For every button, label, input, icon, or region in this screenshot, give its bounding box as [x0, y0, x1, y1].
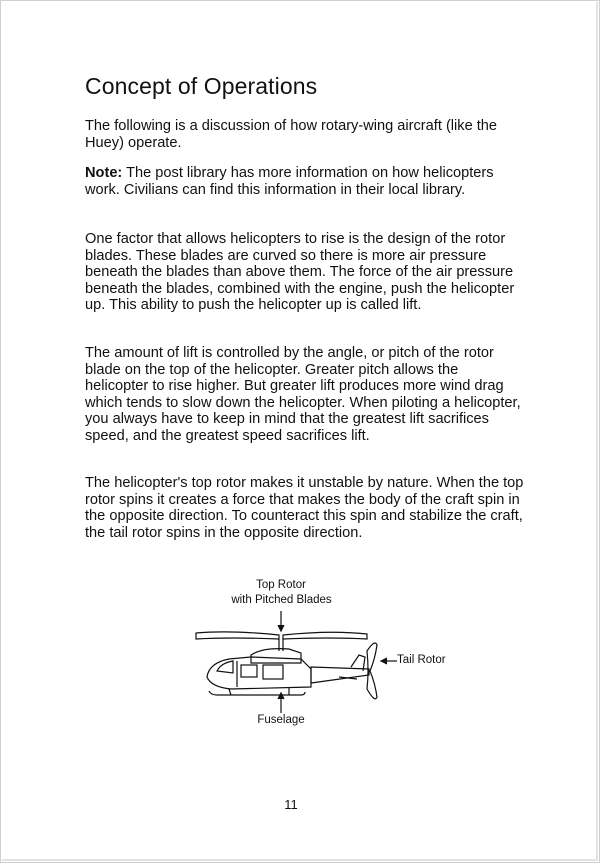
rotor-paragraph: The helicopter's top rotor makes it unstable by nature. When the top rotor spins it creates a force that makes the body of the craft spin in the opposite direction. To counteract this spin and stabilize the craft, the tail rotor spins in the opposite direction.	[85, 475, 524, 541]
top-rotor-sublabel: with Pitched Blades	[231, 594, 332, 606]
intro-paragraph: The following is a discussion of how rotary-wing aircraft (like the Huey) operate.	[85, 118, 498, 151]
rotor-blade-right	[283, 632, 367, 639]
rotor-blade-left	[196, 632, 279, 639]
tail-rotor	[367, 643, 377, 699]
fuselage-label: Fuselage	[257, 714, 305, 726]
note-label: Note:	[85, 165, 123, 181]
helicopter-illustration	[171, 579, 481, 739]
helicopter-diagram	[171, 579, 481, 739]
page-title: Concept of Operations	[85, 73, 318, 99]
tail-boom	[311, 667, 369, 683]
tail-rotor-label: Tail Rotor	[397, 654, 446, 666]
top-rotor-label: Top Rotor	[256, 579, 306, 591]
pitch-paragraph: The amount of lift is controlled by the angle, or pitch of the rotor blade on the top of the helicopter. Greater pitch allows the helicopter to rise higher. But greater lift produces more wind drag which tends to slow down the helicopter. When piloting a helicopter, you always have to keep in mind that the greatest lift sacrifices speed, and the greatest speed sacrifices lift.	[85, 345, 521, 444]
note-paragraph	[85, 165, 525, 198]
note-text: The post library has more information on how helicopters work. Civilians can find this information in their local library.	[85, 165, 494, 198]
lift-paragraph: One factor that allows helicopters to rise is the design of the rotor blades. These blades are curved so there is more air pressure beneath the blades than above them. The force of the air pressure beneath the blades, combined with the engine, push the helicopter up. This ability to push the helicopter up is called lift.	[85, 231, 515, 314]
fuselage-body	[207, 657, 311, 689]
page-number: 11	[284, 797, 298, 812]
